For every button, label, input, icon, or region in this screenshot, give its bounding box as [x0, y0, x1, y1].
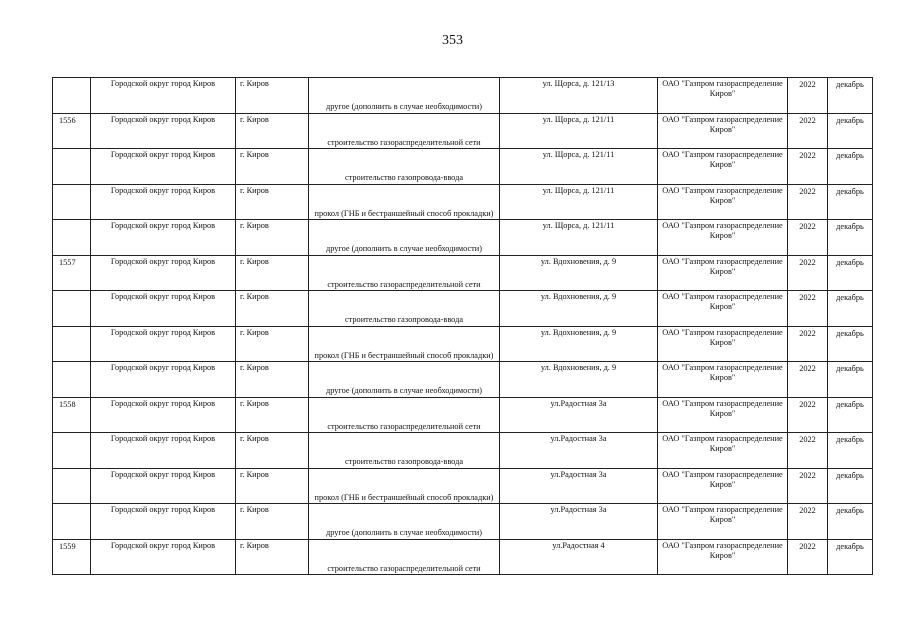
row-number-cell: 1558 [53, 397, 91, 433]
year-cell: 2022 [788, 539, 828, 575]
works-table [52, 77, 873, 575]
table-row [53, 149, 873, 185]
organization-cell: ОАО "Газпром газораспределение Киров" [658, 433, 788, 469]
month-cell: декабрь [828, 220, 873, 256]
work-type-text: другое (дополнить в случае необходимости) [326, 244, 482, 254]
city-cell: г. Киров [236, 326, 309, 362]
row-number-cell [53, 362, 91, 398]
city-cell: г. Киров [236, 291, 309, 327]
year-cell: 2022 [788, 255, 828, 291]
organization-cell: ОАО "Газпром газораспределение Киров" [658, 362, 788, 398]
municipality-cell: Городской округ город Киров [91, 78, 236, 114]
table-row [53, 504, 873, 540]
month-cell: декабрь [828, 255, 873, 291]
organization-cell: ОАО "Газпром газораспределение Киров" [658, 255, 788, 291]
row-number-cell [53, 326, 91, 362]
municipality-cell: Городской округ город Киров [91, 397, 236, 433]
address-cell: ул.Радостная 3а [500, 397, 658, 433]
year-cell: 2022 [788, 113, 828, 149]
municipality-cell: Городской округ город Киров [91, 113, 236, 149]
work-type-cell [309, 539, 500, 575]
work-type-text: строительство газораспределительной сети [327, 137, 481, 147]
address-cell: ул.Радостная 4 [500, 539, 658, 575]
work-type-cell [309, 362, 500, 398]
organization-cell: ОАО "Газпром газораспределение Киров" [658, 220, 788, 256]
municipality-cell: Городской округ город Киров [91, 504, 236, 540]
city-cell: г. Киров [236, 220, 309, 256]
address-cell: ул. Вдохновения, д. 9 [500, 362, 658, 398]
row-number-cell: 1557 [53, 255, 91, 291]
city-cell: г. Киров [236, 504, 309, 540]
table-row [53, 468, 873, 504]
organization-cell: ОАО "Газпром газораспределение Киров" [658, 539, 788, 575]
work-type-cell [309, 326, 500, 362]
organization-cell: ОАО "Газпром газораспределение Киров" [658, 149, 788, 185]
address-cell: ул. Щорса, д. 121/11 [500, 184, 658, 220]
municipality-cell: Городской округ город Киров [91, 255, 236, 291]
municipality-cell: Городской округ город Киров [91, 184, 236, 220]
work-type-text: прокол (ГНБ и бестраншейный способ прокладки) [314, 492, 494, 502]
row-number-cell [53, 220, 91, 256]
table-row [53, 184, 873, 220]
work-type-text: другое (дополнить в случае необходимости) [326, 102, 482, 112]
organization-cell: ОАО "Газпром газораспределение Киров" [658, 504, 788, 540]
table-row [53, 78, 873, 114]
work-type-text: прокол (ГНБ и бестраншейный способ прокладки) [314, 208, 494, 218]
table-row [53, 113, 873, 149]
work-type-cell [309, 149, 500, 185]
month-cell: декабрь [828, 326, 873, 362]
work-type-text: строительство газопровода-ввода [345, 173, 463, 183]
city-cell: г. Киров [236, 184, 309, 220]
work-type-cell [309, 113, 500, 149]
city-cell: г. Киров [236, 113, 309, 149]
month-cell: декабрь [828, 149, 873, 185]
page-number: 353 [442, 33, 463, 48]
work-type-cell [309, 220, 500, 256]
row-number-cell [53, 468, 91, 504]
address-cell: ул. Вдохновения, д. 9 [500, 326, 658, 362]
year-cell: 2022 [788, 149, 828, 185]
year-cell: 2022 [788, 326, 828, 362]
work-type-text: другое (дополнить в случае необходимости) [326, 386, 482, 396]
city-cell: г. Киров [236, 468, 309, 504]
year-cell: 2022 [788, 362, 828, 398]
city-cell: г. Киров [236, 397, 309, 433]
month-cell: декабрь [828, 433, 873, 469]
address-cell: ул. Вдохновения, д. 9 [500, 255, 658, 291]
work-type-cell [309, 78, 500, 114]
year-cell: 2022 [788, 468, 828, 504]
work-type-text: строительство газораспределительной сети [327, 279, 481, 289]
work-type-cell [309, 468, 500, 504]
row-number-cell: 1559 [53, 539, 91, 575]
work-type-cell [309, 504, 500, 540]
municipality-cell: Городской округ город Киров [91, 326, 236, 362]
organization-cell: ОАО "Газпром газораспределение Киров" [658, 291, 788, 327]
work-type-text: строительство газораспределительной сети [327, 421, 481, 431]
work-type-cell [309, 397, 500, 433]
month-cell: декабрь [828, 504, 873, 540]
table-body [53, 78, 873, 575]
year-cell: 2022 [788, 78, 828, 114]
organization-cell: ОАО "Газпром газораспределение Киров" [658, 113, 788, 149]
organization-cell: ОАО "Газпром газораспределение Киров" [658, 326, 788, 362]
month-cell: декабрь [828, 539, 873, 575]
row-number-cell: 1556 [53, 113, 91, 149]
city-cell: г. Киров [236, 433, 309, 469]
month-cell: декабрь [828, 78, 873, 114]
table-row [53, 291, 873, 327]
work-type-cell [309, 184, 500, 220]
year-cell: 2022 [788, 433, 828, 469]
year-cell: 2022 [788, 291, 828, 327]
municipality-cell: Городской округ город Киров [91, 220, 236, 256]
table-row [53, 539, 873, 575]
work-type-cell [309, 255, 500, 291]
work-type-text: строительство газопровода-ввода [345, 315, 463, 325]
city-cell: г. Киров [236, 149, 309, 185]
table-row [53, 362, 873, 398]
organization-cell: ОАО "Газпром газораспределение Киров" [658, 78, 788, 114]
city-cell: г. Киров [236, 539, 309, 575]
municipality-cell: Городской округ город Киров [91, 291, 236, 327]
row-number-cell [53, 504, 91, 540]
row-number-cell [53, 291, 91, 327]
work-type-cell [309, 433, 500, 469]
address-cell: ул. Щорса, д. 121/11 [500, 113, 658, 149]
year-cell: 2022 [788, 504, 828, 540]
month-cell: декабрь [828, 468, 873, 504]
work-type-cell [309, 291, 500, 327]
municipality-cell: Городской округ город Киров [91, 362, 236, 398]
table-row [53, 433, 873, 469]
row-number-cell [53, 184, 91, 220]
month-cell: декабрь [828, 184, 873, 220]
organization-cell: ОАО "Газпром газораспределение Киров" [658, 468, 788, 504]
city-cell: г. Киров [236, 255, 309, 291]
year-cell: 2022 [788, 397, 828, 433]
city-cell: г. Киров [236, 78, 309, 114]
month-cell: декабрь [828, 362, 873, 398]
table-row [53, 255, 873, 291]
table-row [53, 220, 873, 256]
address-cell: ул. Щорса, д. 121/11 [500, 220, 658, 256]
municipality-cell: Городской округ город Киров [91, 433, 236, 469]
row-number-cell [53, 78, 91, 114]
table-row [53, 397, 873, 433]
municipality-cell: Городской округ город Киров [91, 149, 236, 185]
address-cell: ул.Радостная 3а [500, 433, 658, 469]
year-cell: 2022 [788, 220, 828, 256]
row-number-cell [53, 433, 91, 469]
address-cell: ул.Радостная 3а [500, 504, 658, 540]
work-type-text: другое (дополнить в случае необходимости) [326, 528, 482, 538]
organization-cell: ОАО "Газпром газораспределение Киров" [658, 397, 788, 433]
address-cell: ул. Щорса, д. 121/11 [500, 149, 658, 185]
table-row [53, 326, 873, 362]
address-cell: ул.Радостная 3а [500, 468, 658, 504]
address-cell: ул. Щорса, д. 121/13 [500, 78, 658, 114]
address-cell: ул. Вдохновения, д. 9 [500, 291, 658, 327]
municipality-cell: Городской округ город Киров [91, 468, 236, 504]
row-number-cell [53, 149, 91, 185]
municipality-cell: Городской округ город Киров [91, 539, 236, 575]
month-cell: декабрь [828, 291, 873, 327]
year-cell: 2022 [788, 184, 828, 220]
month-cell: декабрь [828, 397, 873, 433]
work-type-text: строительство газораспределительной сети [327, 563, 481, 573]
organization-cell: ОАО "Газпром газораспределение Киров" [658, 184, 788, 220]
city-cell: г. Киров [236, 362, 309, 398]
work-type-text: строительство газопровода-ввода [345, 457, 463, 467]
month-cell: декабрь [828, 113, 873, 149]
work-type-text: прокол (ГНБ и бестраншейный способ прокладки) [314, 350, 494, 360]
